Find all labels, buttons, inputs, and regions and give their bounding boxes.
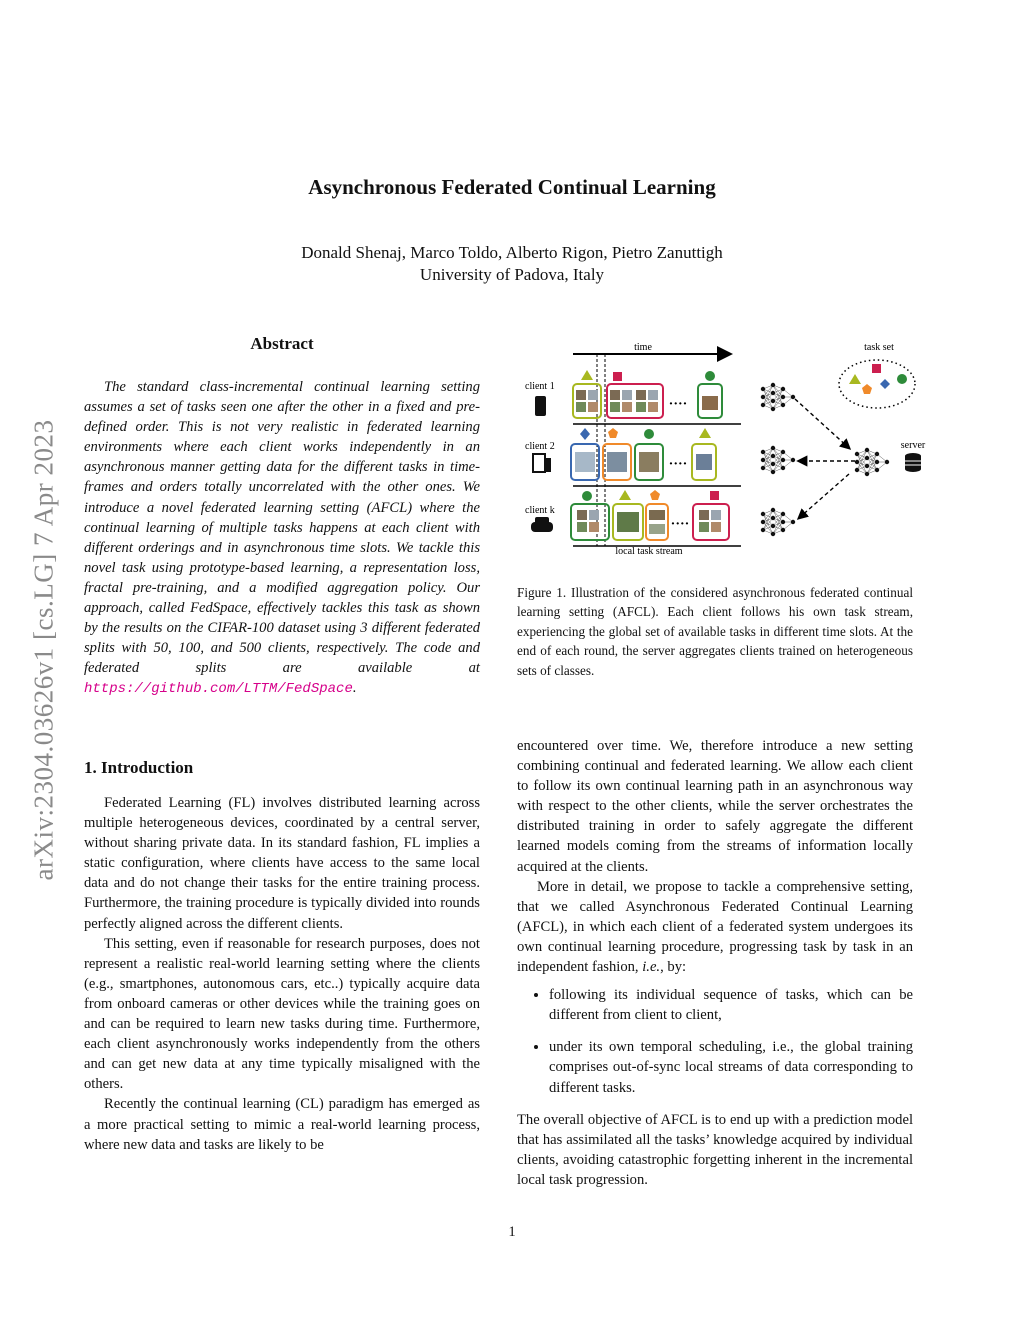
stream-label: local task stream: [615, 546, 683, 557]
aggregation-arrows: [795, 399, 855, 518]
diamond-icon: [580, 428, 590, 440]
abstract-heading: Abstract: [250, 334, 314, 353]
arxiv-stamp: arXiv:2304.03626v1 [cs.LG] 7 Apr 2023: [28, 419, 59, 881]
client-2-label: client 2: [525, 441, 555, 452]
body-paragraph: encountered over time. We, therefore introduce a new setting combining continual and federated learning. We allow each client to follow its own continual learning path in an asynchronous way with respect to the other clients, while the server orchestrates the distributed training in order to safely aggregate the different learned models coming from the streams of information locally acquired at the clients.: [517, 738, 913, 875]
intro-paragraph: Federated Learning (FL) involves distributed learning across multiple heterogeneous devices, coordinated by a central server, without sharing private data. In its standard fashion, FL implies a static configuration, where clients have access to the same local data and do not change their tasks for the entire training process. Furthermore, the training procedure is typically divided into rounds perfectly aligned across the different clients.: [84, 795, 480, 932]
square-icon: [613, 372, 622, 381]
database-icon: [905, 453, 921, 472]
body-paragraph: More in detail, we propose to tackle a comprehensive setting, that we called Asynchronous Federated Continual Learning (AFCL), in which each client of a federated system undergoes its own continual learning procedure, progressing task by task in an independent fashion, i.e., by:: [517, 878, 913, 976]
triangle-icon: [699, 428, 711, 438]
authors: Donald Shenaj, Marco Toldo, Alberto Rigon, Pietro Zanuttigh: [301, 243, 723, 262]
code-link[interactable]: https://github.com/LTTM/FedSpace: [84, 681, 353, 698]
client-k-label: client k: [525, 505, 555, 516]
client-row-k: [525, 490, 795, 557]
desktop-icon: [533, 454, 545, 472]
intro-paragraph: This setting, even if reasonable for research purposes, does not represent a realistic real-world learning setting where the clients (e.g., smartphones, autonomous cars, etc..) typically acquire data from onboard cameras or other devices while the training goes on and can be required to learn new tasks during time. Furthermore, each client asynchronously works independently from the others and can get new data at any time typically misaligned with the others.: [84, 935, 480, 1093]
intro-column: [84, 793, 480, 1155]
pentagon-icon: [608, 428, 618, 438]
circle-icon: [582, 491, 592, 501]
client-row-1: [525, 370, 795, 424]
time-label: time: [634, 342, 652, 353]
server-network: [855, 448, 889, 476]
square-icon: [710, 491, 719, 500]
client-row-2: [525, 428, 795, 486]
svg-text:····: ····: [670, 517, 690, 532]
right-column: [517, 736, 913, 1190]
server-label: server: [900, 440, 926, 451]
svg-text:····: ····: [668, 457, 688, 472]
paper-title: Asynchronous Federated Continual Learning: [308, 175, 716, 199]
client-1-label: client 1: [525, 381, 555, 392]
affiliation: University of Padova, Italy: [419, 265, 605, 284]
list-item: • following its individual sequence of tasks, which can be different from client to client,: [549, 985, 913, 1025]
triangle-icon: [619, 490, 631, 500]
smartphone-icon: [535, 396, 546, 416]
triangle-icon: [849, 374, 861, 384]
figure-caption: Figure 1. Illustration of the considered asynchronous federated continual learning setting (AFCL). Each client follows his own task stream, experiencing the global set of available tasks in different time slots. At the end of each round, the server aggregates clients trained on heterogeneous sets of classes.: [517, 585, 913, 678]
circle-icon: [705, 371, 715, 381]
author-block: [0, 242, 1024, 286]
svg-text:····: ····: [668, 397, 688, 412]
circle-icon: [644, 429, 654, 439]
section-heading-introduction: 1. Introduction: [84, 758, 194, 777]
intro-paragraph: Recently the continual learning (CL) paradigm has emerged as a more practical setting to mimic a real-world learning process, where new data and tasks are likely to be: [84, 1096, 480, 1153]
pentagon-icon: [650, 490, 660, 500]
body-paragraph: The overall objective of AFCL is to end up with a prediction model that has assimilated all the tasks’ knowledge acquired by individual clients, avoiding catastrophic forgetting inherent in the incremental local task progression.: [517, 1111, 913, 1188]
task-set-label: task set: [864, 342, 894, 353]
circle-icon: [897, 374, 907, 384]
page-number: 1: [508, 1224, 516, 1240]
diamond-icon: [880, 379, 890, 389]
bullet-list: [517, 985, 913, 1097]
list-item: • under its own temporal scheduling, i.e., the global training comprises out-of-sync local streams of data corresponding to different tasks.: [549, 1037, 913, 1097]
triangle-icon: [581, 370, 593, 380]
abstract-text: The standard class-incremental continual learning setting assumes a set of tasks seen one after the other in a fixed and pre-defined order. This is not very realistic in federated learning environments where each client works independently in an asynchronous manner getting data for the different tasks in time-frames and orders totally uncorrelated with the other ones. We introduce a novel federated learning setting (AFCL) where the continual learning of multiple tasks happens at each client with different orderings and in asynchronous time slots. We tackle this novel task using prototype-based learning, a representation loss, fractal pre-training, and a modified aggregation policy. Our approach, called FedSpace, effectively tackles this task as shown by the results on the CIFAR-100 dataset using 3 different federated splits with 50, 100, and 500 clients, respectively. The code and federated splits are available at https://github.com/LTTM/FedSpace.: [84, 379, 480, 698]
pentagon-icon: [862, 384, 872, 394]
square-icon: [872, 364, 881, 373]
figure-1: [517, 336, 927, 566]
